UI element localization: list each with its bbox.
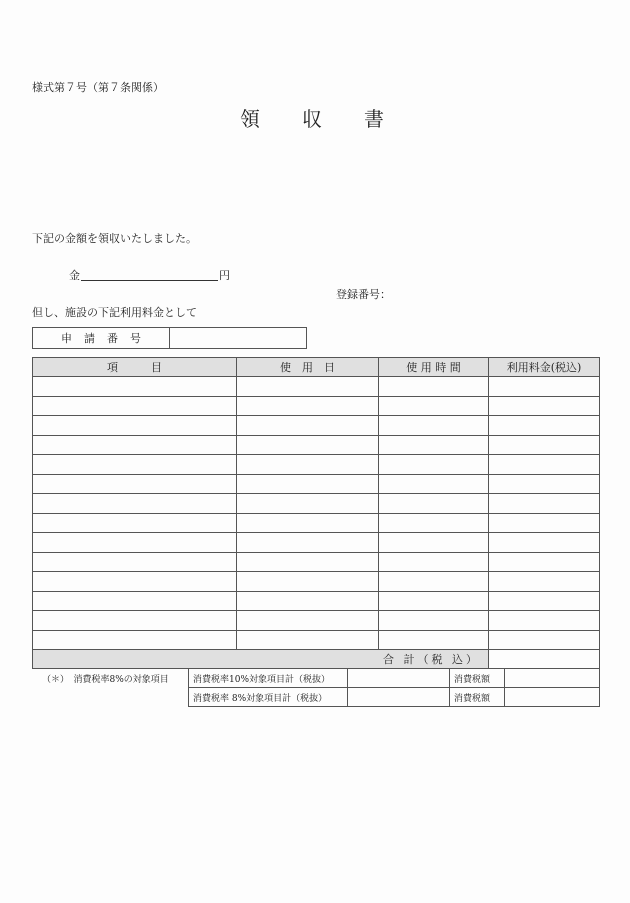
fee-cell[interactable] [489, 435, 600, 455]
table-row [33, 630, 600, 650]
table-row [33, 552, 600, 572]
fee-cell[interactable] [489, 533, 600, 553]
item-cell[interactable] [33, 396, 237, 416]
fee-cell[interactable] [489, 474, 600, 494]
table-row [33, 435, 600, 455]
usage-time-cell[interactable] [379, 533, 489, 553]
usage-date-cell[interactable] [237, 416, 379, 436]
item-cell[interactable] [33, 611, 237, 631]
item-cell[interactable] [33, 455, 237, 475]
tax-table [188, 668, 600, 707]
title-char: 書 [364, 107, 384, 131]
usage-date-cell[interactable] [237, 455, 379, 475]
item-cell[interactable] [33, 533, 237, 553]
usage-time-cell[interactable] [379, 552, 489, 572]
item-cell[interactable] [33, 435, 237, 455]
fee-cell[interactable] [489, 552, 600, 572]
usage-date-cell[interactable] [237, 435, 379, 455]
tax-row-value[interactable] [348, 688, 450, 707]
item-cell[interactable] [33, 494, 237, 514]
usage-time-cell[interactable] [379, 396, 489, 416]
fee-cell[interactable] [489, 416, 600, 436]
table-row [33, 455, 600, 475]
usage-time-cell[interactable] [379, 611, 489, 631]
tax-amount-label: 消費税額 [450, 669, 505, 688]
usage-time-cell[interactable] [379, 513, 489, 533]
item-cell[interactable] [33, 552, 237, 572]
usage-time-cell[interactable] [379, 435, 489, 455]
amount-label: 金 [69, 269, 80, 282]
tax-row-label: 消費税率10%対象項目計（税抜） [189, 669, 348, 688]
registration-number-label: 登録番号： [336, 288, 391, 301]
fee-cell[interactable] [489, 591, 600, 611]
usage-time-cell[interactable] [379, 377, 489, 397]
usage-date-cell[interactable] [237, 611, 379, 631]
table-row [33, 396, 600, 416]
total-label: 合 計（税 込） [33, 650, 489, 669]
title-char: 収 [302, 107, 322, 131]
item-cell[interactable] [33, 591, 237, 611]
usage-time-cell[interactable] [379, 572, 489, 592]
tax-amount-label: 消費税額 [450, 688, 505, 707]
purpose-text: 但し、施設の下記利用料金として [32, 306, 197, 319]
table-row [33, 513, 600, 533]
usage-time-cell[interactable] [379, 455, 489, 475]
usage-time-cell[interactable] [379, 474, 489, 494]
usage-date-cell[interactable] [237, 572, 379, 592]
title-char: 領 [240, 107, 260, 131]
total-value-cell[interactable] [489, 650, 600, 669]
usage-date-cell[interactable] [237, 377, 379, 397]
tax-row-value[interactable] [348, 669, 450, 688]
item-cell[interactable] [33, 630, 237, 650]
usage-date-cell[interactable] [237, 552, 379, 572]
usage-date-cell[interactable] [237, 494, 379, 514]
tax-row-label: 消費税率 8%対象項目計（税抜） [189, 688, 348, 707]
usage-table [32, 357, 600, 669]
usage-date-cell[interactable] [237, 533, 379, 553]
header-usage-time: 使 用 時 間 [379, 358, 489, 377]
item-cell[interactable] [33, 377, 237, 397]
fee-cell[interactable] [489, 396, 600, 416]
usage-date-cell[interactable] [237, 474, 379, 494]
usage-time-cell[interactable] [379, 630, 489, 650]
usage-date-cell[interactable] [237, 591, 379, 611]
usage-time-cell[interactable] [379, 416, 489, 436]
tax-amount-value[interactable] [505, 688, 600, 707]
fee-cell[interactable] [489, 513, 600, 533]
item-cell[interactable] [33, 474, 237, 494]
table-row [33, 494, 600, 514]
amount-unit: 円 [219, 269, 230, 282]
table-row [33, 533, 600, 553]
application-number-label: 申請番号 [33, 328, 170, 348]
document-title [240, 103, 426, 132]
table-row [33, 416, 600, 436]
form-number: 様式第７号（第７条関係） [32, 81, 164, 94]
table-row [33, 572, 600, 592]
item-cell[interactable] [33, 572, 237, 592]
usage-time-cell[interactable] [379, 494, 489, 514]
item-cell[interactable] [33, 513, 237, 533]
fee-cell[interactable] [489, 611, 600, 631]
tax-note: （＊） 消費税率8%の対象項目 [42, 675, 169, 685]
table-row [33, 611, 600, 631]
application-number-box [32, 327, 307, 349]
usage-date-cell[interactable] [237, 630, 379, 650]
header-usage-date: 使 用 日 [237, 358, 379, 377]
table-row [33, 377, 600, 397]
header-fee: 利用料金(税込) [489, 358, 600, 377]
intro-text: 下記の金額を領収いたしました。 [32, 232, 197, 245]
fee-cell[interactable] [489, 455, 600, 475]
application-number-field[interactable] [170, 328, 306, 348]
usage-date-cell[interactable] [237, 396, 379, 416]
item-cell[interactable] [33, 416, 237, 436]
amount-field[interactable] [81, 280, 218, 281]
header-item: 項 目 [33, 358, 237, 377]
fee-cell[interactable] [489, 630, 600, 650]
fee-cell[interactable] [489, 377, 600, 397]
usage-date-cell[interactable] [237, 513, 379, 533]
fee-cell[interactable] [489, 494, 600, 514]
table-row [33, 474, 600, 494]
fee-cell[interactable] [489, 572, 600, 592]
tax-amount-value[interactable] [505, 669, 600, 688]
usage-time-cell[interactable] [379, 591, 489, 611]
table-row [33, 591, 600, 611]
